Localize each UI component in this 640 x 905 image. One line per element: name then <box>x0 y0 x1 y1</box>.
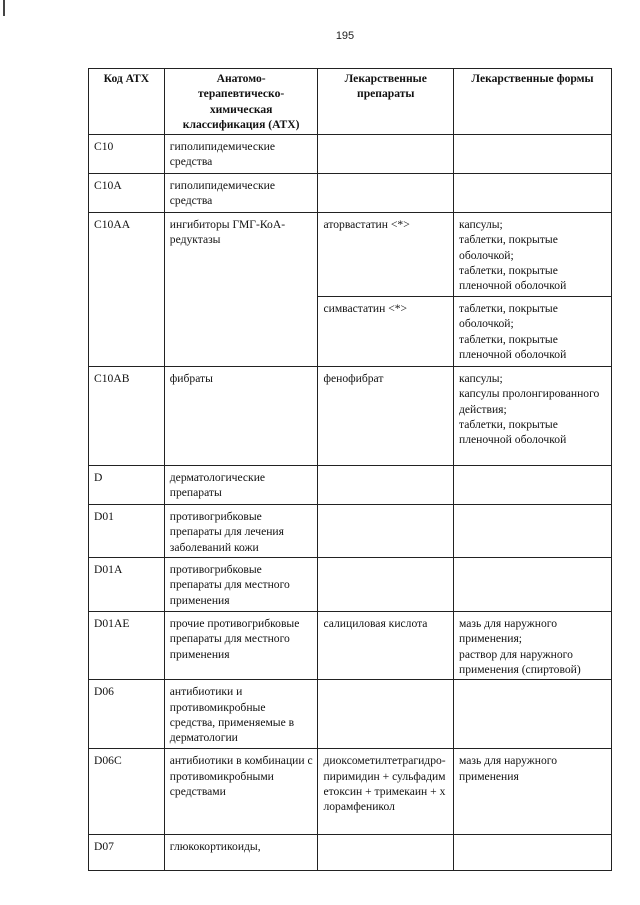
dosage-form-line: таблетки, покрытые пленочной оболочкой <box>459 332 567 362</box>
forms-cell <box>454 367 612 466</box>
drug-cell: диоксометилтетрагидро-пиримидин + сульфадиметоксин + тримекаин + хлорамфеникол <box>318 749 454 835</box>
drug-cell <box>318 505 454 558</box>
scan-edge-mark <box>3 0 5 16</box>
drug-cell <box>318 835 454 871</box>
atx-code-cell: C10AB <box>89 367 165 466</box>
dosage-form-line: капсулы; <box>459 372 503 386</box>
header-dosage-forms: Лекарственные формы <box>454 69 612 135</box>
table-row <box>89 749 612 835</box>
atx-code-cell: D01A <box>89 558 165 612</box>
atx-code-cell: D <box>89 466 165 505</box>
forms-cell <box>454 835 612 871</box>
drug-cell <box>318 135 454 174</box>
table-row <box>89 213 612 297</box>
classification-cell: антибиотики в комбинации с противомикробными средствами <box>164 749 318 835</box>
drug-cell: симвастатин <*> <box>318 297 454 367</box>
classification-cell: гиполипидемические средства <box>164 135 318 174</box>
drug-cell: фенофибрат <box>318 367 454 466</box>
forms-cell <box>454 505 612 558</box>
atx-code-cell: D01AE <box>89 612 165 680</box>
classification-cell: дерматологические препараты <box>164 466 318 505</box>
atx-code-cell: C10A <box>89 174 165 213</box>
drug-cell: аторвастатин <*> <box>318 213 454 297</box>
forms-cell <box>454 135 612 174</box>
atx-drug-table <box>88 68 612 871</box>
header-drugs: Лекарственные препараты <box>318 69 454 135</box>
classification-cell: противогрибковые препараты для лечения заболеваний кожи <box>164 505 318 558</box>
atx-code-cell: C10 <box>89 135 165 174</box>
table-row <box>89 835 612 871</box>
drug-cell <box>318 558 454 612</box>
drug-cell <box>318 174 454 213</box>
dosage-form-line: таблетки, покрытые оболочкой; <box>459 302 558 331</box>
table-row <box>89 558 612 612</box>
classification-cell: гиполипидемические средства <box>164 174 318 213</box>
header-atx-code: Код АТХ <box>89 69 165 135</box>
page-number: 195 <box>335 30 355 42</box>
table-row <box>89 135 612 174</box>
classification-cell: противогрибковые препараты для местного применения <box>164 558 318 612</box>
dosage-form-line: мазь для наружного применения; <box>459 617 558 646</box>
forms-cell <box>454 174 612 213</box>
table-header-row <box>89 69 612 135</box>
forms-cell <box>454 749 612 835</box>
table-row <box>89 367 612 466</box>
classification-cell: фибраты <box>164 367 318 466</box>
table-row <box>89 174 612 213</box>
forms-cell <box>454 612 612 680</box>
dosage-form-line: капсулы пролонгированного действия; <box>459 387 600 416</box>
header-atx-classification: Анатомо-терапевтическо-химическая классификация (АТХ) <box>164 69 318 135</box>
table-row <box>89 466 612 505</box>
dosage-form-line: таблетки, покрытые пленочной оболочкой <box>459 418 567 447</box>
classification-cell: ингибиторы ГМГ-КоА-редуктазы <box>164 213 318 367</box>
atx-code-cell: D06 <box>89 680 165 749</box>
table-row <box>89 505 612 558</box>
dosage-form-line: мазь для наружного применения <box>459 754 558 783</box>
classification-cell: прочие противогрибковые препараты для местного применения <box>164 612 318 680</box>
forms-cell <box>454 297 612 367</box>
dosage-form-line: раствор для наружного применения (спиртовой) <box>459 647 581 676</box>
atx-code-cell: D07 <box>89 835 165 871</box>
drug-cell: салициловая кислота <box>318 612 454 680</box>
classification-cell: антибиотики и противомикробные средства, применяемые в дерматологии <box>164 680 318 749</box>
atx-code-cell: D06C <box>89 749 165 835</box>
forms-cell <box>454 466 612 505</box>
forms-cell <box>454 680 612 749</box>
forms-cell <box>454 558 612 612</box>
drug-cell <box>318 466 454 505</box>
table-row <box>89 612 612 680</box>
dosage-form-line: таблетки, покрытые оболочкой; <box>459 233 558 262</box>
forms-cell <box>454 213 612 297</box>
drug-cell <box>318 680 454 749</box>
dosage-form-line: капсулы; <box>459 218 503 232</box>
classification-cell: глюкокортикоиды, <box>164 835 318 871</box>
atx-code-cell: C10AA <box>89 213 165 367</box>
dosage-form-line: таблетки, покрытые пленочной оболочкой <box>459 264 567 293</box>
table-row <box>89 680 612 749</box>
atx-code-cell: D01 <box>89 505 165 558</box>
